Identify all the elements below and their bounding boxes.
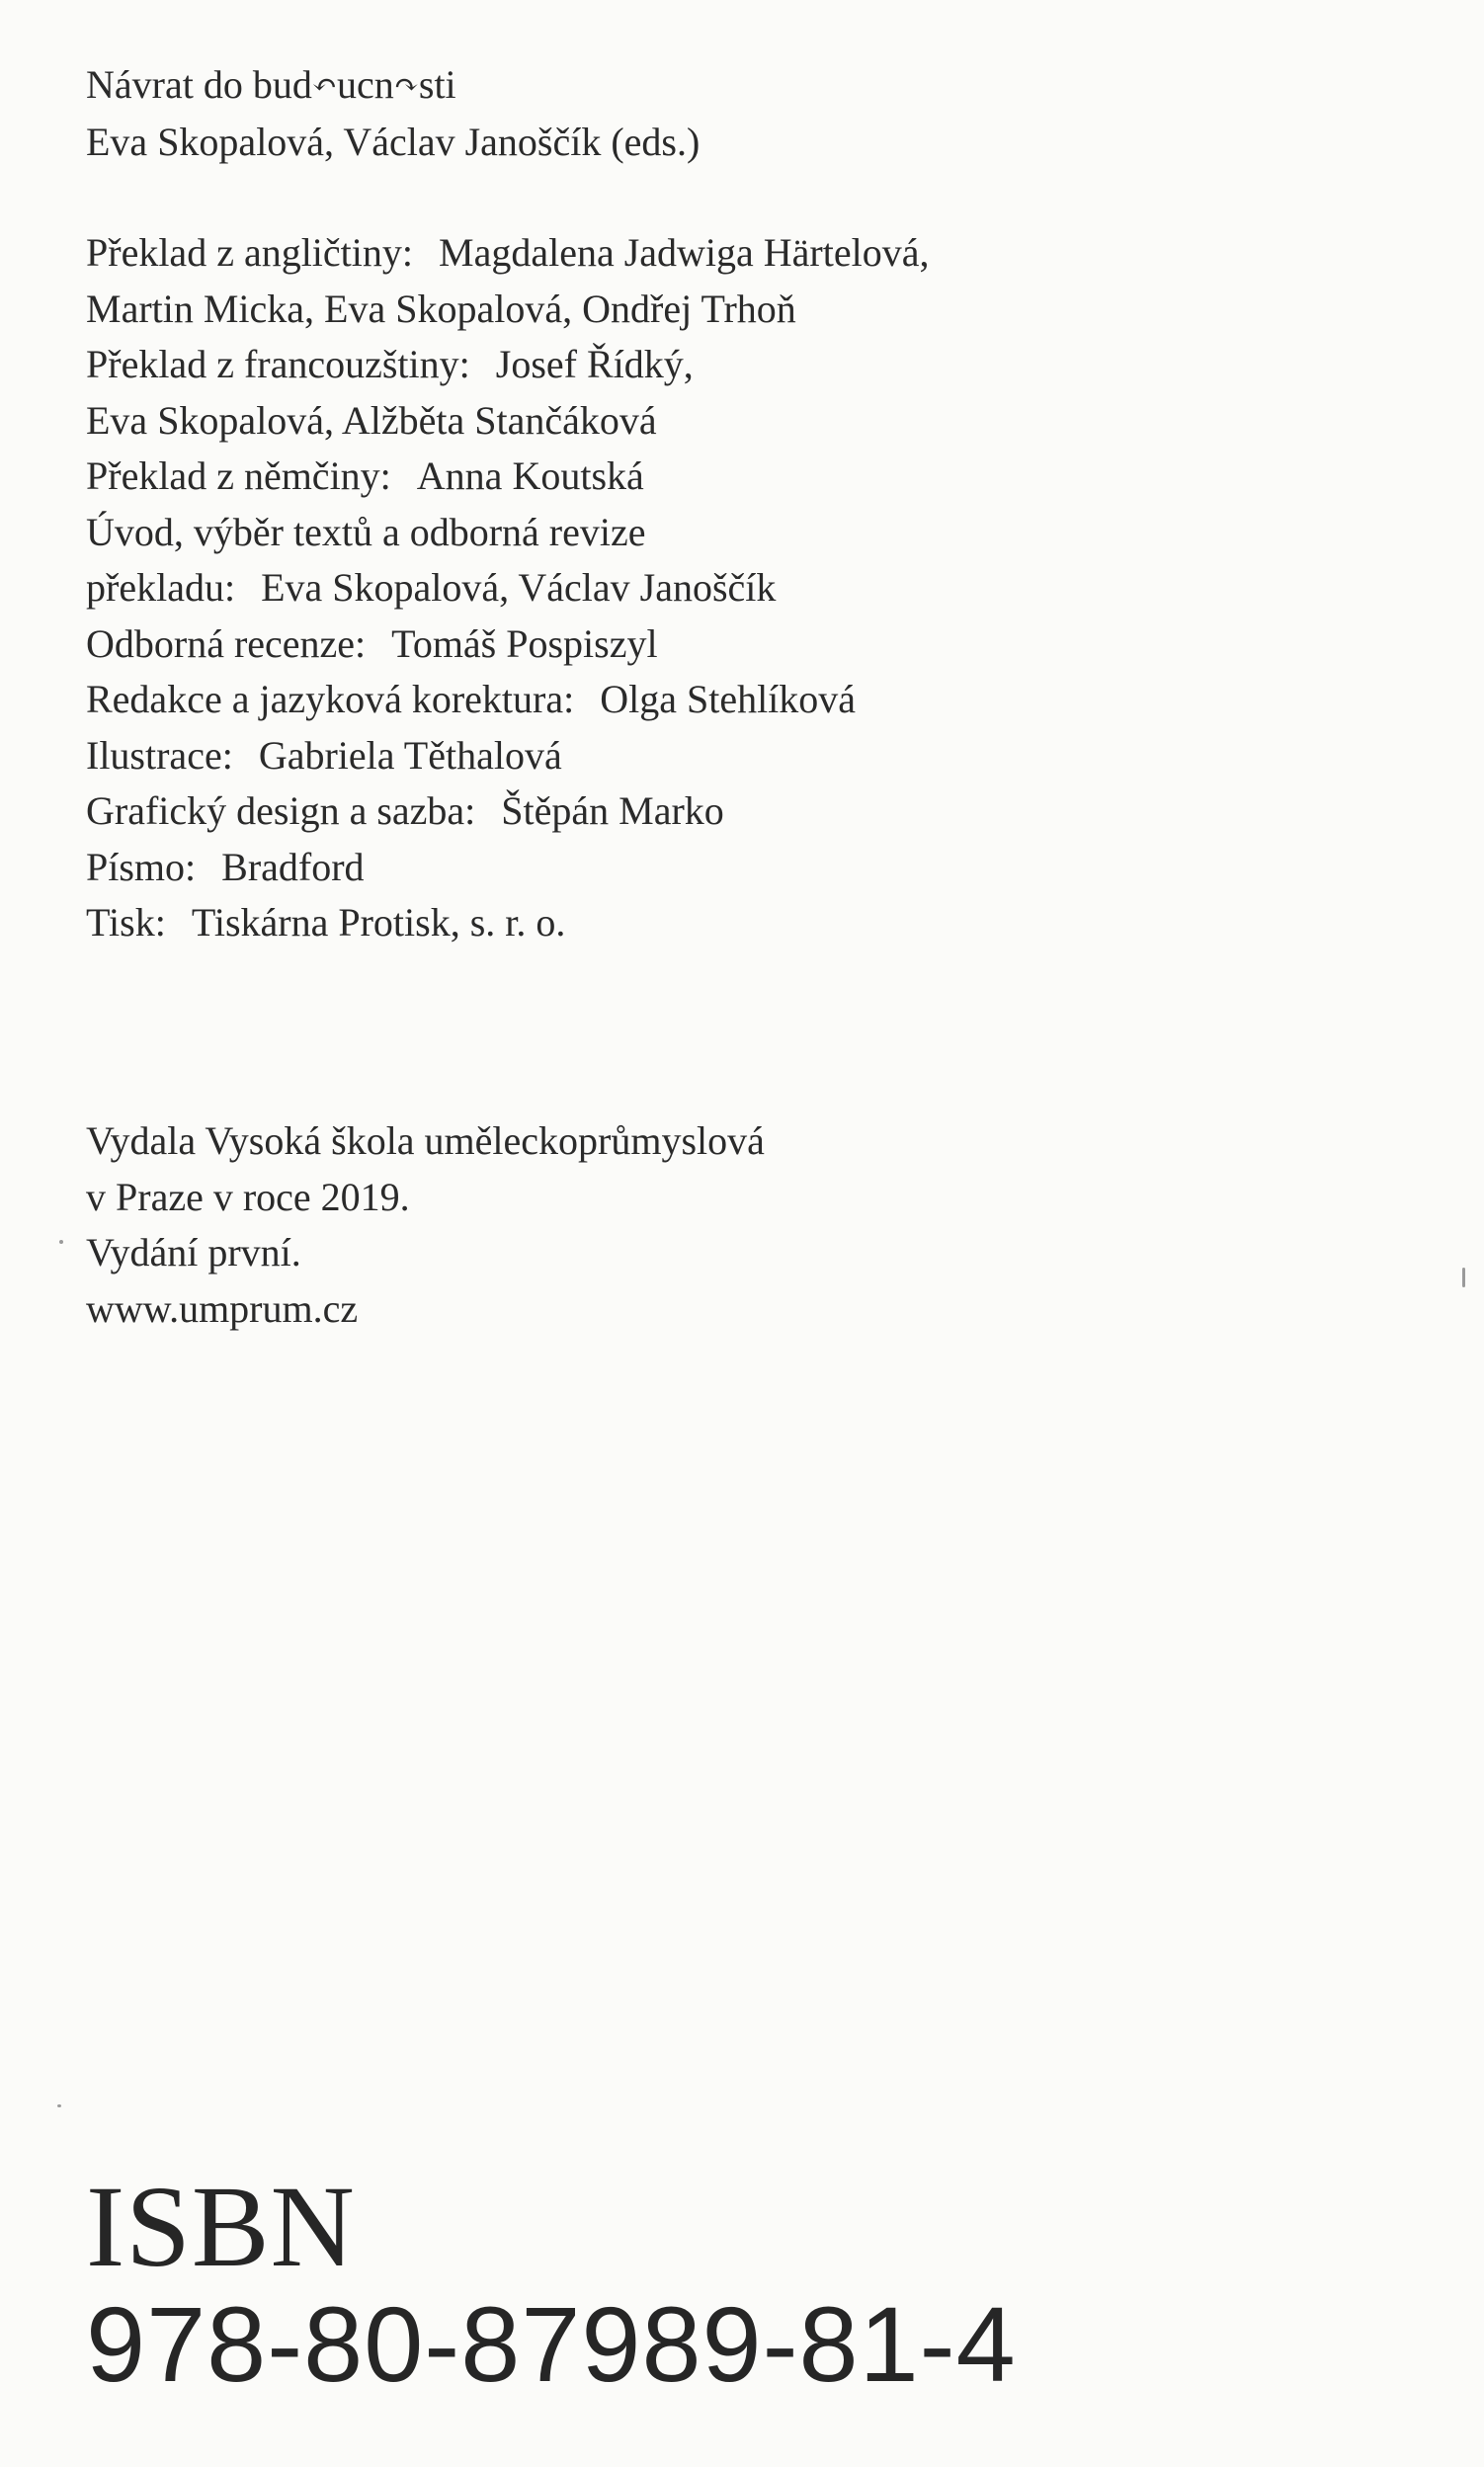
credit-label: Překlad z francouzštiny: (86, 342, 470, 386)
book-title-part: ucn (336, 62, 394, 107)
credit-line (86, 617, 929, 673)
credit-value: Josef Řídký, (495, 342, 694, 386)
credit-line (86, 840, 929, 896)
isbn-block (86, 2162, 1017, 2404)
credit-label: Překlad z němčiny: (86, 453, 391, 498)
credit-value: Eva Skopalová, Alžběta Stančáková (86, 397, 657, 443)
book-title-part: sti (418, 62, 456, 107)
paper-speck (1462, 1268, 1465, 1287)
credit-label: Redakce a jazyková korektura: (86, 677, 575, 721)
book-title (86, 57, 700, 115)
credit-value: Úvod, výběr textů a odborná revize (86, 509, 646, 554)
paper-speck (57, 2104, 61, 2107)
publisher-line: Vydala Vysoká škola uměleckoprůmyslová (86, 1118, 765, 1163)
credit-value: Tiskárna Protisk, s. r. o. (191, 900, 566, 945)
publisher-line: v Praze v roce 2019. (86, 1174, 410, 1219)
credit-label: překladu: (86, 565, 236, 610)
credit-label: Ilustrace: (86, 732, 233, 778)
credit-label: Grafický design a sazba: (86, 788, 476, 833)
credit-value: Anna Koutská (416, 453, 644, 498)
credit-value: Štěpán Marko (501, 788, 724, 833)
title-mark-icon: ↷ (393, 69, 419, 102)
credit-value: Tomáš Pospiszyl (391, 620, 658, 666)
credit-line (86, 393, 929, 450)
book-title-part: Návrat do bud (86, 62, 312, 107)
title-block (86, 57, 700, 170)
credit-label: Odborná recenze: (86, 620, 367, 666)
credit-value: Olga Stehlíková (600, 677, 857, 721)
credit-line (86, 728, 929, 784)
credit-value: Gabriela Těthalová (258, 732, 562, 778)
publisher-website: www.umprum.cz (86, 1285, 359, 1331)
publisher-block (86, 1113, 765, 1337)
credit-line (86, 783, 929, 840)
credit-line (86, 282, 929, 338)
isbn-number: 978-80-87989-81-4 (86, 2284, 1017, 2404)
title-mark-icon: ↶ (311, 69, 337, 102)
credit-line (86, 225, 929, 282)
credit-line (86, 449, 929, 505)
credits-block (86, 225, 929, 951)
credit-label: Tisk: (86, 900, 166, 945)
credit-line (86, 895, 929, 951)
credit-label: Písmo: (86, 844, 197, 889)
edition-line: Vydání první. (86, 1230, 301, 1275)
credit-value: Bradford (221, 844, 365, 889)
credit-value: Magdalena Jadwiga Härtelová, (439, 230, 930, 275)
credit-value: Eva Skopalová, Václav Janoščík (261, 565, 777, 610)
credit-line (86, 672, 929, 728)
credit-line (86, 505, 929, 561)
book-editors: Eva Skopalová, Václav Janoščík (eds.) (86, 119, 701, 164)
credit-line (86, 560, 929, 617)
credit-label: Překlad z angličtiny: (86, 230, 414, 275)
isbn-label: ISBN (86, 2162, 356, 2291)
credit-line (86, 337, 929, 393)
paper-speck (59, 1240, 63, 1244)
credit-value: Martin Micka, Eva Skopalová, Ondřej Trhoň (86, 286, 796, 331)
